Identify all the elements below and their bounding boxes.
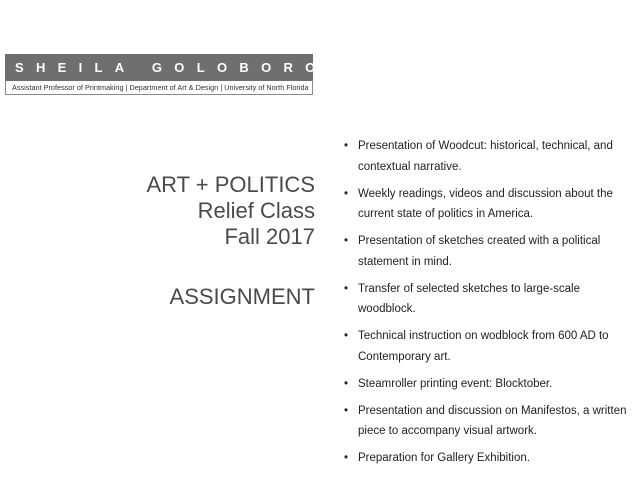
course-subtitle-line: Relief Class: [197, 198, 315, 223]
course-title-line: ART + POLITICS: [146, 172, 315, 197]
bullet-dot-icon: •: [344, 452, 349, 464]
bullet-dot-icon: •: [344, 404, 349, 417]
list-item: [344, 326, 629, 367]
bullet-dot-icon: •: [344, 330, 349, 342]
bullet-dot-icon: •: [344, 377, 349, 390]
list-item-text: Transfer of selected sketches to large-scale woodblock.: [358, 282, 581, 315]
list-item: [344, 448, 629, 469]
list-item-text: Steamroller printing event: Blocktober.: [358, 377, 553, 390]
list-item-text: Technical instruction on wodblock from 600 AD to Contemporary art.: [358, 330, 609, 363]
bullet-dot-icon: •: [344, 140, 349, 152]
list-item: [344, 279, 629, 320]
list-item: [344, 231, 629, 272]
list-item-text: Weekly readings, videos and discussion about the current state of politics in America.: [358, 187, 613, 220]
list-item: [344, 184, 629, 225]
list-item: [344, 401, 629, 442]
bullet-dot-icon: •: [344, 235, 349, 247]
assignment-heading: ASSIGNMENT: [169, 284, 315, 309]
author-name-banner: SHEILA GOLOBOROTKO: [5, 54, 313, 81]
list-item-text: Preparation for Gallery Exhibition.: [358, 452, 530, 464]
list-item-text: Presentation of Woodcut: historical, technical, and contextual narrative.: [358, 140, 613, 173]
course-term-line: Fall 2017: [224, 224, 315, 249]
author-affiliation: Assistant Professor of Printmaking | Department of Art & Design | University of North Florida: [5, 81, 313, 95]
list-item-text: Presentation and discussion on Manifestos, a written piece to accompany visual artwork.: [358, 404, 627, 437]
bullet-dot-icon: •: [344, 282, 349, 295]
list-item-text: Presentation of sketches created with a political statement in mind.: [358, 235, 601, 268]
assignment-bullet-list: [344, 136, 629, 475]
course-title: [146, 172, 315, 250]
bullet-dot-icon: •: [344, 187, 349, 200]
list-item: [344, 136, 629, 177]
list-item: [344, 374, 629, 395]
